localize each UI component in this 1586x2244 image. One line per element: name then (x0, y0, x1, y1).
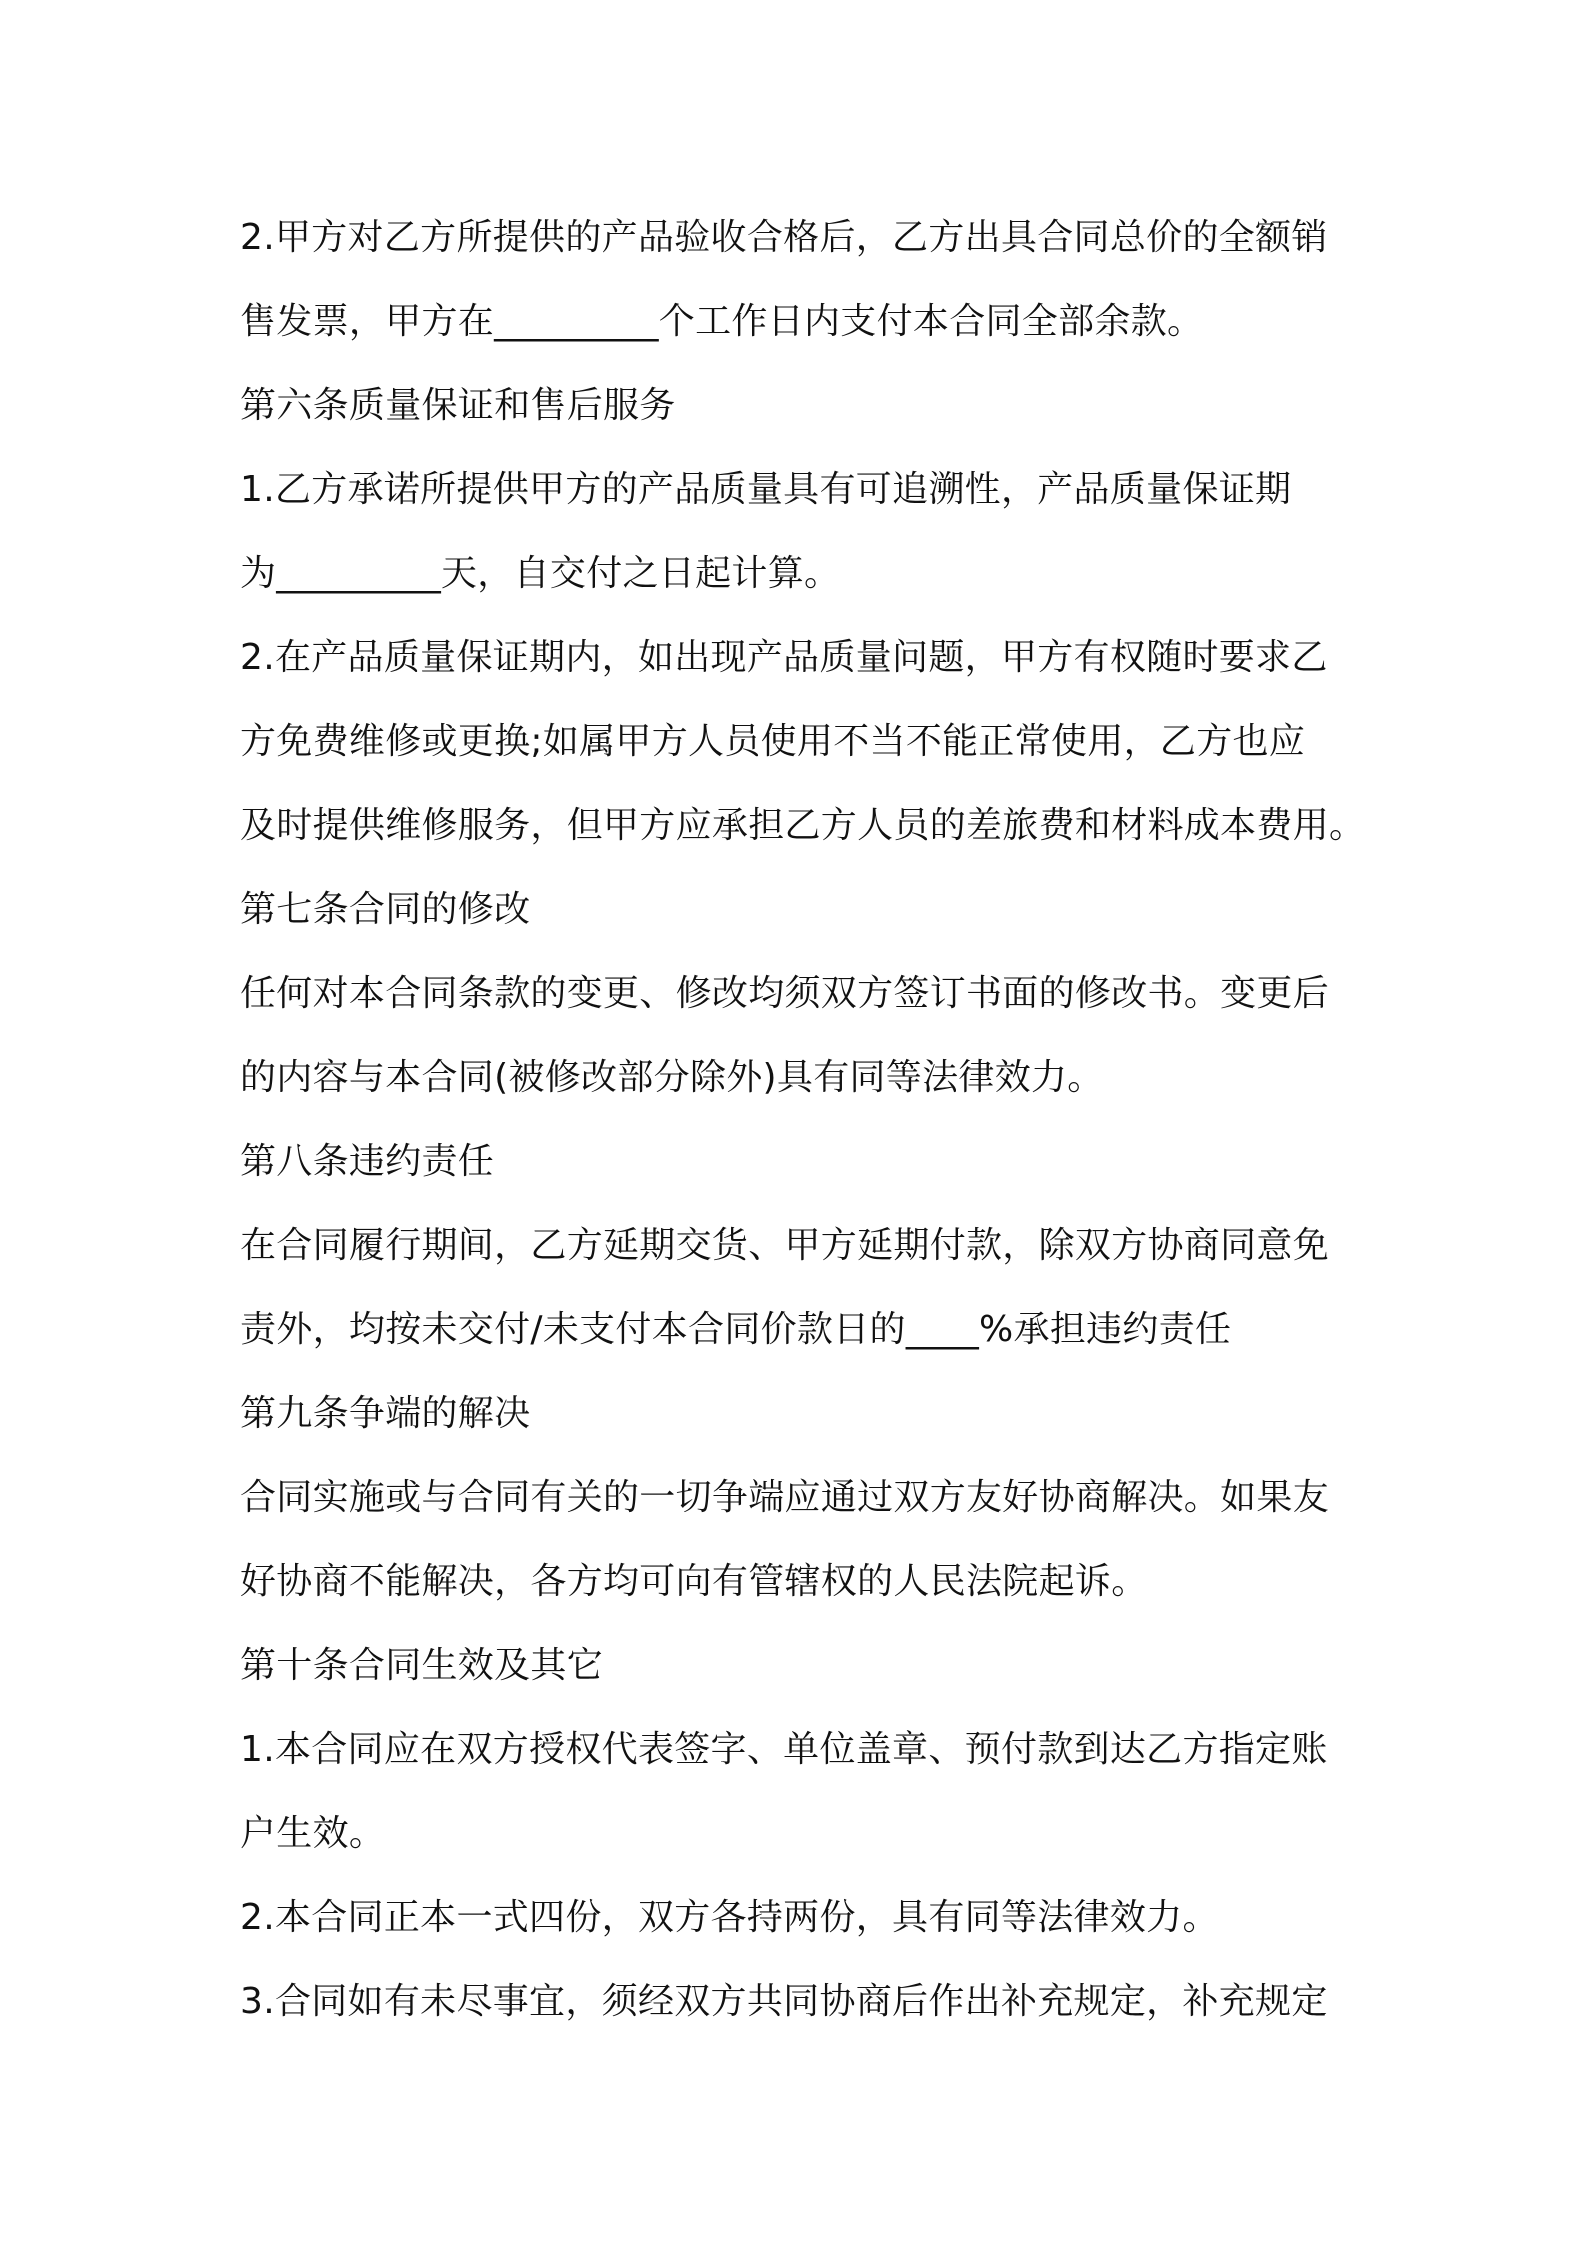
text-line: 好协商不能解决，各方均可向有管辖权的人民法院起诉。 (240, 1561, 1148, 1602)
text-line: 方免费维修或更换;如属甲方人员使用不当不能正常使用，乙方也应 (240, 721, 1306, 762)
section-heading: 第十条合同生效及其它 (240, 1645, 604, 1686)
document-body (240, 196, 1370, 2044)
text-line: 户生效。 (240, 1813, 386, 1854)
text-line: 责外，均按未交付/未支付本合同价款日的____%承担违约责任 (240, 1309, 1232, 1350)
text-line: 售发票，甲方在_________个工作日内支付本合同全部余款。 (240, 301, 1204, 342)
text-line: 1.本合同应在双方授权代表签字、单位盖章、预付款到达乙方指定账 (240, 1729, 1328, 1770)
text-line: 及时提供维修服务，但甲方应承担乙方人员的差旅费和材料成本费用。 (240, 805, 1366, 846)
text-line: 2.在产品质量保证期内，如出现产品质量问题，甲方有权随时要求乙 (240, 637, 1328, 678)
text-line: 任何对本合同条款的变更、修改均须双方签订书面的修改书。变更后 (240, 973, 1330, 1014)
text-line: 2.甲方对乙方所提供的产品验收合格后，乙方出具合同总价的全额销 (240, 217, 1328, 258)
section-heading: 第六条质量保证和售后服务 (240, 385, 676, 426)
text-line: 为_________天，自交付之日起计算。 (240, 553, 841, 594)
text-line: 合同实施或与合同有关的一切争端应通过双方友好协商解决。如果友 (240, 1477, 1330, 1518)
section-heading: 第七条合同的修改 (240, 889, 531, 930)
text-line: 2.本合同正本一式四份，双方各持两份，具有同等法律效力。 (240, 1897, 1219, 1938)
text-line: 1.乙方承诺所提供甲方的产品质量具有可追溯性，产品质量保证期 (240, 469, 1292, 510)
text-line: 在合同履行期间，乙方延期交货、甲方延期付款，除双方协商同意免 (240, 1225, 1330, 1266)
section-heading: 第九条争端的解决 (240, 1393, 531, 1434)
text-line: 3.合同如有未尽事宜，须经双方共同协商后作出补充规定，补充规定 (240, 1981, 1328, 2022)
section-heading: 第八条违约责任 (240, 1141, 495, 1182)
text-line: 的内容与本合同(被修改部分除外)具有同等法律效力。 (240, 1057, 1104, 1098)
